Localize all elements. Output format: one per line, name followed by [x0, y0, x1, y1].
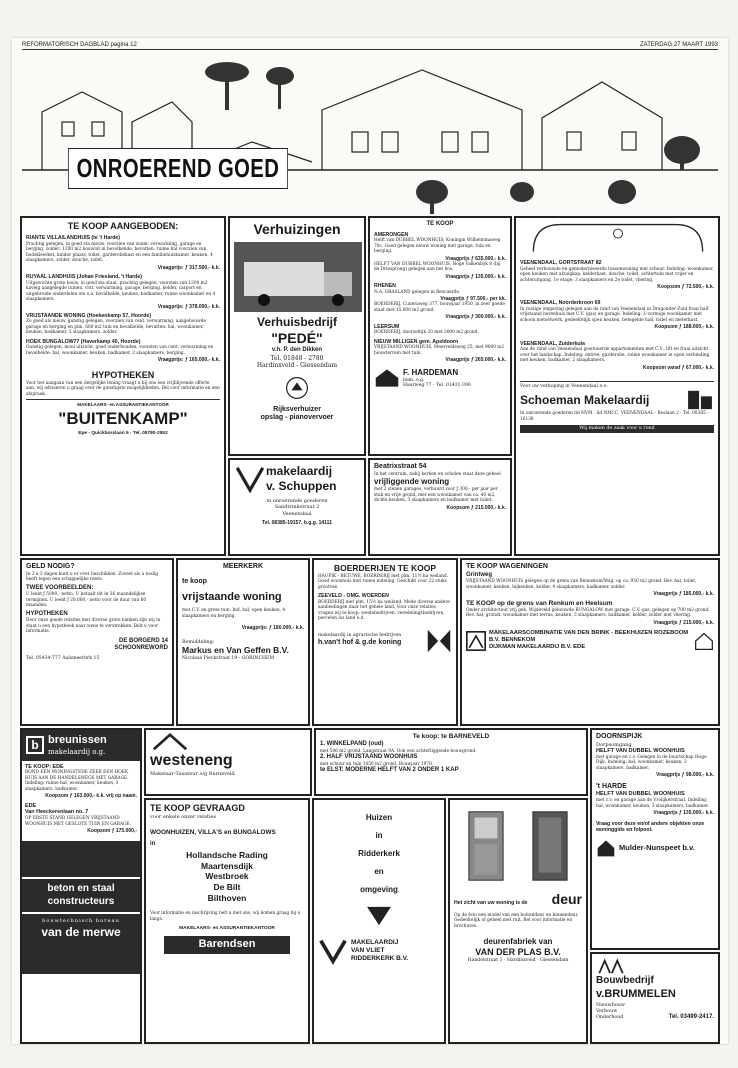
- section-banner: ONROEREND GOED: [68, 148, 288, 189]
- ad-title: TE KOOP WAGENINGEN: [466, 563, 548, 570]
- listing-1: 1. WINKELPAND (oud): [320, 741, 384, 748]
- ad-title: MEERKERK: [222, 563, 264, 570]
- place-0: Hollandsche Rading: [186, 850, 268, 860]
- ad-veenendaal: VEENENDAAL, GORTSTRAAT 82 Geheel verbouwde en gemoderniseerde tussenwoning met schuur. Indeling: woonkamer, open keuken met afzuigkap, kelderkast, douche, toilet, achtertuin met vrijer en achteruitgang. 1e etage: 3 slaapkamers en 2e toilet, vliering. Koopsom ƒ 72.500,- k.k. VEENENDAAL, Noorderkroon 69 In rustige omgeving gelegen aan de rand van Veenendaal in Dragonder-Zuid fraai half vrijstaand herenhuis met C.V. (gas) en garage. Indeling: L-vormige woonkamer met schoon metselwerk, gedeeltelijk open keuken, betegelde hall, toilet en meterkast. Koopsom ƒ 188.000,- k.k. VEENENDAAL, Zuiderkula Aan de rand van Veenendaal gesitueerde appartementen met C.V., lift en fraai uitzicht over het landschap. Indeling: entree, garderobe, ruime woonkamer in open verbinding met keuken, badkamer, 2 slaapkamers. Koopsom vanaf ƒ 67.000,- k.k. Voor uw verkoping in Veenendaal e.o. Schoeman Makelaardij In onroerende goederen lid NVM - lid NMCC. VEENENDAAL - Boslaan 2 - Tel. 08385 - 16136 Wij maken de zaak voor u rond: [514, 216, 720, 556]
- beton-line-1: beton en staal: [47, 883, 115, 895]
- listing-text: Zo goed als nieuw, gunstig gelegen, voorzien van cent. verwarming, aangebouwde garage en berging en plm. 680 m2 tuin en bevalbelde, bevatten: hal, woonkamer, keuken, badkamer, 3 slaapkamers, zolder.: [26, 319, 207, 336]
- listing-heading: RIANTE VILLA/LANDHUIS (te 't Harde): [26, 235, 121, 242]
- firm-sub: makelaardij in agrarische bedrijven: [318, 633, 402, 639]
- line-2: in: [375, 831, 383, 840]
- listing-heading: HELFT VAN DUBBEL WOONHUIS: [596, 748, 685, 754]
- page-header: [22, 42, 718, 50]
- listing-price: Vraagprijs ƒ 265.000,- k.k.: [445, 357, 506, 363]
- merwe-block: [22, 914, 140, 974]
- listing-text: Prachtig gelegen, in goed sta nieuw, voorzien van zonnt. verwarming, garage en berging, zolder: 1200 m2 bouwlot in bevolkende, bevatten: ruime hal voorzien van hodskleerket, kinder plaats, toilet, garderobekast en een familiehuiskamer, keuken, 4 slaapkamers, zolder, douche, toilet.: [26, 241, 213, 264]
- merwe-name: van de merwe: [41, 924, 121, 939]
- ad-barneveld: Te koop: te BARNEVELD 1. WINKELPAND (oud) met 506 m2 grond. Langstraat 9A. Ook een achterliggende bouwgrond. 2. HALF VRIJSTAAND WOONHUIS met schuur en tuin 1050 m2 grond. Bouwjaar 1978. te ELST: MODERNE HELFT VAN 2 ONDER 1 KAP: [314, 728, 588, 796]
- service-1: Nieuwbouw: [596, 1003, 625, 1009]
- firm-name: Barendsen: [164, 936, 290, 954]
- firm-label: Bemiddeling:: [182, 639, 215, 645]
- firm-name-2: DIJKMAN MAKELAARDIJ B.V. EDE: [489, 644, 586, 651]
- listing-heading: TE KOOP: EDE: [25, 763, 64, 770]
- firm-sub: makelaardij o.g.: [48, 747, 106, 756]
- town-name: NIEUW MILLIGEN gem. Apeldoorn: [374, 338, 459, 345]
- emblem-icon: [285, 376, 309, 400]
- ad-title-2: 't HARDE: [596, 782, 627, 790]
- newspaper-page: [12, 38, 728, 1044]
- firm-sub: Makelaar-Taxateur o/g Barneveld: [150, 771, 235, 777]
- ad-breunissen: b breunissen makelaardij o.g. TE KOOP: EDE ROND EEN WONINGSTEDE ZEER EEN HOEK HUIS AAN DE HANDELSWEGS MET GARAGE. Indeling: ruime hal, woonkamer, keuken, 3 slaapkamers, badkamer. Koopsom ƒ 163.000,- k.k. vrij op naam. EDE Van Heeckerenlaan no. 7 OP ERSTE STAND GELEGEN VRIJSTAAND WOONHUIS MET GESLOTE TUIN EN GARAGE. Koopsom ƒ 175.000,- beton en staal constructeurs bouwtechnisch bureau van de merwe: [20, 728, 142, 1044]
- hypotheken-title: HYPOTHEKEN: [91, 369, 155, 380]
- listing-heading: VEENENDAAL, GORTSTRAAT 82: [520, 260, 602, 266]
- firm-sub: MAKELAARS- en ASSURANTIEKANTOOR: [179, 926, 275, 932]
- company-tel: Tel. 08385-19157, b.g.g. 14111: [262, 519, 332, 526]
- office-name: "BUITENKAMP": [58, 408, 188, 428]
- ad-subtitle: ZEEVELD - OMG. WOERDEN: [318, 593, 389, 600]
- ad-ask: Vraag voor deze en/of andere objekten onze woninggids en folpoot.: [596, 820, 705, 834]
- logo-b-icon: b: [26, 736, 44, 754]
- ad-westeneng: [144, 728, 312, 796]
- ad-deurenfabriek: Het zicht van uw woning is de deur Op de foto een model van een buitendeur en binnendeur. Gedeeltelijk of geheel met ruit. Bel voor informatie en brochures. deurenfabriek van VAN DER PLAS B.V. Handelstraat 1 - Hardinxveld - Giessendam: [448, 798, 588, 1044]
- firm-line-1: deurenfabriek van: [483, 937, 553, 946]
- ad-geld-nodig: GELD NODIG? In 2 a 3 dagen kunt u er over beschikken. Zoveel als u nodig heeft tegen een schappelijke rente. TWEE VOORBEELDEN: U leent ƒ 5000,- netto, U betaalt dit in 36 maandelijkse termijnen. U leent ƒ 20.000,- netto voor de duur van 60 maanden. HYPOTHEKEN Door onze goede relaties met diverse grote banken zijn wij in staat u een hypotheek naar wens te verstrekken. Belt u voor informatie. DE BORGERD 14 SCHOONREWORD Tel. 05434-777 Aalsmeerbrk 15: [20, 558, 174, 726]
- firm-line-2: VAN VLIET: [351, 946, 385, 954]
- ornament-frame-icon: [520, 221, 716, 257]
- door-icon: [531, 809, 569, 883]
- firm-name: DE BORGERD 14: [118, 637, 168, 644]
- ad-ridderkerk: [312, 798, 446, 1044]
- listing-heading: VEENENDAAL, Noorderkroon 69: [520, 300, 601, 307]
- company-addr: Sandtrinkstraat 2: [274, 504, 320, 511]
- firm-name: westeneng: [150, 752, 233, 769]
- ad-title-2: TE KOOP op de grens van Renkum en Heelsum: [466, 599, 613, 607]
- firm-name: Markus en Van Geffen B.V.: [182, 645, 289, 656]
- ad-te-koop-gevraagd: TE KOOP GEVRAAGD voor enkele onzer relaties WOONHUIZEN, VILLA'S en BUNGALOWS in Hollandsche Rading Maartensdijk Westbroek De Bilt Bilthoven Voor informatie en inschrijving belt u met ons, wij komen graag bij u langs. MAKELAARS- en ASSURANTIEKANTOOR Barendsen: [144, 798, 310, 1044]
- listing-price: Vraagprijs: ƒ 378.000,- k.k.: [157, 303, 220, 310]
- listing-heading-2: HELFT VAN DUBBEL WOONHUIS: [596, 791, 685, 798]
- listing-text: Gunstig gelegen, mooi uitzicht, goed onderhouden, voorzien van cent. verwarming en bevelbelde: hal, woonkamer, keuken, badkamer, 2 slaapkamers, berging.: [26, 345, 214, 356]
- listing-2: 2. HALF VRIJSTAAND WOONHUIS: [320, 754, 418, 761]
- company-sub1: Rijksverhuizer: [273, 405, 321, 413]
- firm-addr: Handelstraat 1 - Hardinxveld - Giessendam: [467, 958, 569, 964]
- place-1: Maartensdijk: [201, 860, 253, 871]
- listing-price: Vraagprijs ƒ 300.000,- k.k.: [445, 314, 506, 321]
- company-owner: v.h. P. den Dikken: [271, 347, 323, 353]
- town-name: LEERSUM: [374, 323, 400, 330]
- company-brand: Verhuisbedrijf: [256, 314, 338, 329]
- service-2: Verbouw: [596, 1009, 618, 1015]
- service-3: Onderhoud: [596, 1015, 624, 1021]
- company-name: "PEDÉ": [271, 329, 323, 346]
- firm-title: Bouwbedrijf: [596, 975, 654, 986]
- door-icon: [467, 809, 505, 883]
- listing-price: Koopsom ƒ 188.000,- k.k.: [654, 324, 714, 331]
- firm-name: Mulder-Nunspeet b.v.: [619, 843, 695, 853]
- firm-line-3: RIDDERKERK B.V.: [351, 955, 409, 963]
- firm-logo-icon: [686, 389, 714, 411]
- firm-name: MAKELAARSCOMBINATIE VAN DEN BRINK - BEEKHUIZEN ROZEBOOM B.V. BENNEKOM: [489, 629, 689, 644]
- listing-heading: VEENENDAAL, Zuiderkula: [520, 340, 585, 347]
- merwe-sub: bouwtechnisch bureau: [42, 918, 120, 925]
- listing-price: Vraagprijs: ƒ 317.500,- k.k.: [157, 264, 220, 271]
- listing-price: Vraagprijs: ƒ 180.000,- k.k.: [241, 625, 304, 632]
- roof-logo-icon: [150, 733, 190, 751]
- listing-address: Van Heeckerenlaan no. 7: [25, 809, 89, 816]
- listing-price: Koopsom ƒ 163.000,- k.k. vrij op naam.: [45, 793, 137, 800]
- ad-subtitle-2: HYPOTHEKEN: [26, 610, 68, 617]
- firm-slogan: Wij maken de zaak voor u rond: [520, 425, 714, 433]
- office-address: Epe - Quickborslaan 6 - Tel. 05780-2552: [78, 431, 168, 437]
- company-name: makelaardij: [266, 464, 333, 478]
- place-2: Westbroek: [205, 871, 249, 882]
- listing-price: Vraagprijs: ƒ 165.000,- k.k.: [157, 357, 220, 364]
- place-4: Bilthoven: [207, 892, 247, 903]
- listing-heading-2: EDE: [25, 802, 37, 809]
- ad-beatrixstraat: Beatrixstraat 54 In het centrum, nabij kerken en scholen staat deze geheel vrijliggende woning met 2 stenen garages, verhuurd voor ƒ 300,- per jaar per stuk en vrije grond, met een woonkamer van ca. 40 m2, dichte keuken, 3 slaapkamers en badkamer met toilet. Koopsom ƒ 215.000,- k.k.: [368, 458, 512, 556]
- firm-sub: Voor uw verkoping in Veenendaal e.o.: [520, 383, 608, 389]
- hypotheken-text: Voor het aangaan van een dergelijke lening vraagt u bij ons een vrijblijvende offerte aan, wij adviseren u graag over de gunstigste mogelijkheden. Bel voor informatie en een afspraak.: [26, 380, 220, 397]
- ad-subtitle: Dorpsomgang: [596, 741, 632, 748]
- company-place: Hardinxveld - Giessendam: [256, 362, 338, 369]
- ad-wageningen: TE KOOP WAGENINGEN Grintweg VRIJSTAAND WOONHUIS gelegen op de grens van Bennekom/Wag. op ca. 950 m2 grond. Bev. hal, toilet, woonkamer, keuken, bijkeuken, kelder, 4 slaapkamers, badkamer, zolder. Vraagprijs ƒ 185.000,- k.k. TE KOOP op de grens van Renkum en Heelsum Onder architectuur vrij geb. Wijdeveld gebouwde BUNGALOW met garage, C.V.-gas, gelegen op 700 m2 grond. Bev. hal, grondr. woonkamer met terras, keuken, 3 slaapkamers, badkamer, kelder, zolder met vliering. Vraagprijs ƒ 215.000,- k.k. MAKELAARSCOMBINATIE VAN DEN BRINK - BEEKHUIZEN ROZEBOOM B.V. BENNEKOM DIJKMAN MAKELAARDIJ B.V. EDE: [460, 558, 720, 726]
- ad-subtitle: voor enkele onzer relaties: [150, 814, 217, 821]
- ad-kop: te koop: [182, 577, 207, 585]
- house-logo-icon: [374, 367, 400, 389]
- ad-brummelen: [590, 952, 720, 1044]
- header-right: ZATERDAG 27 MAART 1993: [639, 42, 718, 48]
- line-1: Huizen: [365, 813, 393, 822]
- ad-title: Verhuizingen: [253, 221, 341, 237]
- firm-sub: bem. o.g.: [403, 377, 425, 383]
- company-place: Veenendaal: [282, 510, 312, 517]
- line-3: Ridderkerk: [358, 849, 400, 858]
- ad-makelaardij-schuppen: [228, 458, 366, 556]
- town-name: RHENEN: [374, 283, 396, 289]
- listing-price: Vraagprijs ƒ 98.000,- k.k.: [656, 772, 714, 779]
- listing-heading: RUYAAL LANDHUIS (Johan Friesland, 't Harde): [26, 274, 142, 280]
- firm-line-1: MAKELAARDIJ: [351, 938, 399, 946]
- ad-boerderijen: BOERDERIJEN TE KOOP HAUPIK - BETUWE. BOERDERIJ met plm. 11½ ha weiland. Goed woonhuis met ruime indeling. Geschikt voor 22 stuks grootvee. ZEEVELD - OMG. WOERDEN BOERDERIJ met plm. 15½ ha weiland. Mede diverse andere aanbiedingen daar het gehele land. Voor onze relaties vragen wij te koop: weidebedrijven, veredelingsbedrijven, percelen los land e.d. makelaardij in agrarische bedrijven h.van't hof & g.de koning: [312, 558, 458, 726]
- ad-title: DOORNSPIJK: [596, 733, 643, 740]
- firm-logo: [22, 730, 140, 761]
- firm-name: breunissen: [48, 734, 107, 746]
- company-name-2: v. Schuppen: [266, 479, 337, 493]
- listing-price-2: Vraagprijs ƒ 135.000,- k.k.: [653, 810, 714, 817]
- line-5: omgeving: [360, 885, 398, 894]
- listing-heading: VRIJSTAANDE WONING (Hoekenkamp 57, Hoorde): [26, 312, 151, 319]
- caption-word: deur: [551, 891, 582, 907]
- firm-addr: Nicolaas Pieckstraat 19 - GORINCHEM: [182, 656, 275, 662]
- place-3: De Bilt: [213, 881, 241, 892]
- listing-3: te ELST: MODERNE HELFT VAN 2 ONDER 1 KAP: [320, 767, 459, 774]
- firm-line-2: VAN DER PLAS B.V.: [475, 947, 561, 957]
- ad-what: vrijstaande woning: [182, 590, 282, 603]
- company-tel: Tel. 01848 - 2780: [270, 354, 324, 362]
- ad-subtitle: TWEE VOORBEELDEN:: [26, 584, 94, 591]
- ad-subtitle: Grintweg: [466, 571, 493, 578]
- ad-kind: WOONHUIZEN, VILLA'S en BUNGALOWS: [150, 828, 276, 836]
- caption: Het zicht van uw woning is de: [454, 900, 528, 906]
- firm-addr: Haarweg 77 - Tel. 03431-390: [403, 383, 471, 389]
- listing-price: Vraagprijs ƒ 185.000,- k.k.: [653, 591, 714, 598]
- ad-title: Te koop: te BARNEVELD: [412, 733, 490, 740]
- listing-text: Uitgezochte grote bouw, in goed sta staat, prachtig gelegen, voorzien van 1200 m2 kavelg aangelegde tuinen, vrst. verwarming, garage, berging, kelder, carport en uitgebreide onderdelen om o.a. bevalbelde, keuken, badkamer, ruime woonkamer en 4 slaapkamers.: [26, 280, 216, 302]
- firm-name: F. HARDEMAN: [403, 367, 459, 377]
- firm-name: v.BRUMMELEN: [596, 987, 676, 1000]
- moving-truck-icon: [234, 242, 362, 312]
- house-outline-icon: [694, 631, 714, 651]
- ad-title: BOERDERIJEN TE KOOP: [333, 563, 437, 573]
- header-left: REFORMATORISCH DAGBLAD pagina 12: [22, 42, 137, 48]
- logo-vs-icon: [234, 463, 266, 495]
- listing-price: Vraagprijs ƒ 135.000,- k.k.: [445, 273, 506, 280]
- constructeurs-block: [22, 879, 140, 912]
- ad-subtitle: vrijliggende woning: [374, 477, 450, 487]
- listing-price: Vraagprijs ƒ 215.000,- k.k.: [653, 619, 714, 626]
- listing-price: Koopsom vanaf ƒ 67.000,- k.k.: [642, 364, 714, 371]
- firm-name: h.van't hof & g.de koning: [318, 639, 402, 647]
- listing-price: Koopsom ƒ 72.500,- k.k.: [657, 284, 714, 290]
- office-subtitle: MAKELAARS- en ASSURANTIEKANTOOR: [77, 402, 169, 408]
- ad-verhuizingen: [228, 216, 366, 456]
- town-name: AMERONGEN: [374, 231, 409, 238]
- firm-logo-icon: [466, 631, 486, 651]
- arrow-down-icon: [365, 905, 393, 927]
- ad-in: in: [150, 840, 156, 847]
- firm-name-2: SCHOONREWORD: [114, 645, 168, 652]
- firm-logo-icon: [426, 628, 452, 654]
- listing-heading: HOEK BUNGALOW77 (Haverkamp 40, Hoorde): [26, 338, 141, 345]
- company-sub2: opslag - pianovervoer: [260, 414, 334, 422]
- firm-logo-icon: [318, 937, 348, 965]
- firm-tel: Tel. 05434-777 Aalsmeerbrk 15: [26, 655, 100, 661]
- ad-te-koop-amerongen: TE KOOP AMERONGEN Helft van DUBBEL WOONHUIS, Koningin Wilhelminaweg 70c. Goed gelegen nieuw woning met garage, tuin en berging. Vraagprijs ƒ 635.000,- k.k. HELFT VAN DUBBEL WOONHUIS, Hoge Valkenbyk 8 (bij de Driesprong) gelegen aan het bos. Vraagprijs ƒ 135.000,- k.k. RHENEN N.A. GRASLAND gelegen in Rescaerde. Vraagprijs ƒ 97.500,- per kk. BOERDERIJ, Cuneraweg 377, bouwjaar 1950, in zeer goede staat met 15.000 m2 grond. Vraagprijs ƒ 300.000,- k.k. LEERSUM BOERDERIJ, doorzeltijk 20 met 3000 m2 grond. NIEUW MILLIGEN gem. Apeldoorn VRIJSTAAND WOONHUIS, Meerveldsweg 25, met 9000 m2 bouwterrein met tuin. Vraagprijs ƒ 265.000,- k.k. F. HARDEMAN bem. o.g. Haarweg 77 - Tel. 03431-390: [368, 216, 512, 456]
- ad-title: GELD NODIG?: [26, 563, 75, 570]
- listing-price: Koopsom ƒ 215.000,- k.k.: [446, 504, 506, 511]
- firm-logo-icon: [596, 957, 626, 975]
- beton-line-2: constructeurs: [47, 895, 115, 907]
- ad-title: TE KOOP GEVRAAGD: [150, 803, 245, 813]
- firm-name: Schoeman Makelaardij: [520, 392, 650, 407]
- listing-price: Vraagprijs ƒ 97.500,- per kk.: [440, 296, 506, 302]
- listing-price-2: Koopsom ƒ 175.000,-: [87, 828, 137, 834]
- firm-logo-icon: [596, 838, 616, 858]
- listing-price: Vraagprijs ƒ 635.000,- k.k.: [445, 255, 506, 262]
- ad-title: TE KOOP AANGEBODEN:: [67, 221, 179, 231]
- line-4: en: [374, 867, 384, 876]
- company-sub: in onroerende goederen: [266, 498, 328, 504]
- ad-title: TE KOOP: [426, 221, 454, 227]
- village-illustration: [22, 52, 718, 216]
- ad-te-koop-aangeboden: [20, 216, 226, 556]
- ad-doornspijk: DOORNSPIJK Dorpsomgang HELFT VAN DUBBEL WOONHUIS met garage en c.v. Gelegen in de buurtschap Hoge Dijk. Indeling: hal, woonkamer, keuken, 3 slaapkamers, badkamer. Vraagprijs ƒ 98.000,- k.k. 't HARDE HELFT VAN DUBBEL WOONHUIS met c.v. en garage aan de Vrolijkerstraat. Indeling: hal, woonkamer, keuken, 3 slaapkamers, badkamer. Vraagprijs ƒ 135.000,- k.k. Vraag voor deze en/of andere objekten onze woninggids en folpoot. Mulder-Nunspeet b.v.: [590, 728, 720, 950]
- firm-tel: Tel. 03499-2417.: [668, 1013, 714, 1020]
- ad-title: Beatrixstraat 54: [374, 463, 427, 470]
- ad-meerkerk: MEERKERK te koop vrijstaande woning met C.V. en grote tuin. Ind. hal, open keuken, 4 slaapkamers en berging. Vraagprijs: ƒ 180.000,- k.k. Bemiddeling: Markus en Van Geffen B.V. Nicolaas Pieckstraat 19 - GORINCHEM: [176, 558, 310, 726]
